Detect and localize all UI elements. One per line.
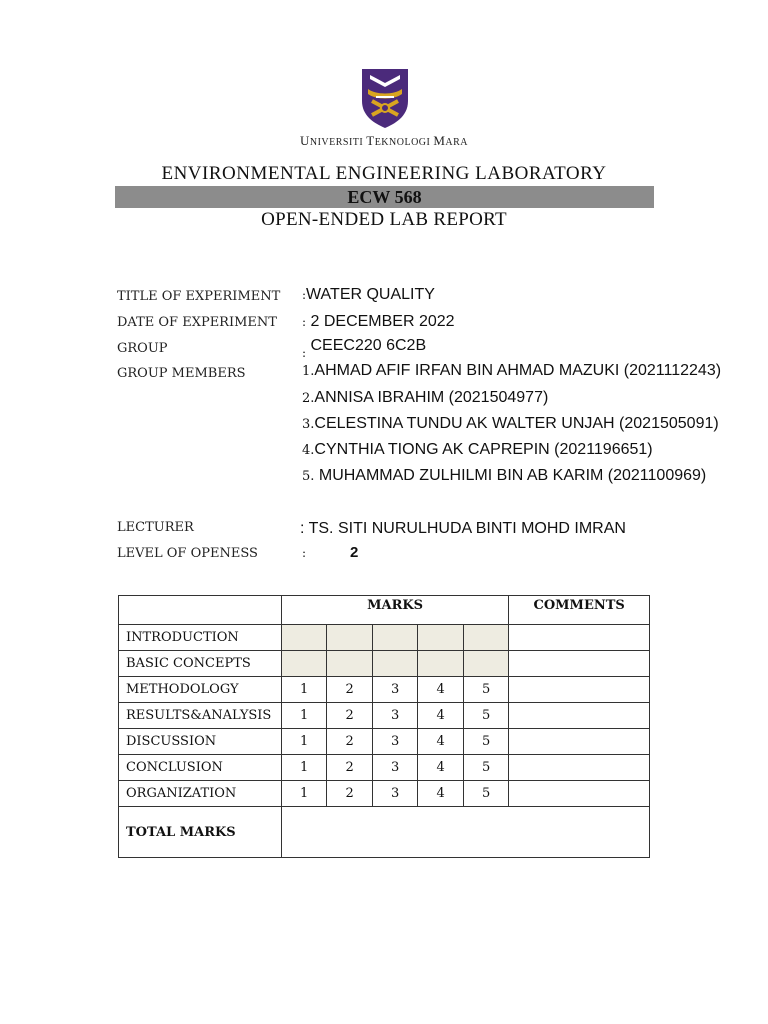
mark-cell: 3 xyxy=(372,729,418,755)
mark-cell: 4 xyxy=(418,677,464,703)
mark-cell xyxy=(372,651,418,677)
group-label: GROUP xyxy=(117,341,168,356)
mark-cell xyxy=(327,651,373,677)
mark-cell: 1 xyxy=(281,729,327,755)
mark-cell: 4 xyxy=(418,755,464,781)
members-label: GROUP MEMBERS xyxy=(117,366,246,381)
total-row xyxy=(119,807,650,858)
mark-cell: 4 xyxy=(418,729,464,755)
criterion-label: RESULTS&ANALYSIS xyxy=(119,703,282,729)
mark-cell: 3 xyxy=(372,677,418,703)
table-row xyxy=(119,755,650,781)
mark-cell xyxy=(463,625,509,651)
group-value: $_:$ CEEC220 6C2B xyxy=(302,337,427,360)
mark-cell xyxy=(418,625,464,651)
mark-cell xyxy=(281,625,327,651)
criterion-label: METHODOLOGY xyxy=(119,677,282,703)
lecturer-label: LECTURER xyxy=(117,520,194,535)
mark-cell: 4 xyxy=(418,703,464,729)
member-item-3: 3.CELESTINA TUNDU AK WALTER UNJAH (2021505091) xyxy=(302,415,719,432)
report-type: OPEN-ENDED LAB REPORT xyxy=(261,209,507,230)
lab-title: ENVIRONMENTAL ENGINEERING LABORATORY xyxy=(161,163,607,184)
lecturer-value: : TS. SITI NURULHUDA BINTI MOHD IMRAN xyxy=(300,520,626,537)
openness-label: LEVEL OF OPENESS xyxy=(117,546,258,561)
comment-cell xyxy=(509,651,650,677)
mark-cell: 5 xyxy=(463,755,509,781)
mark-cell: 4 xyxy=(418,781,464,807)
marks-table xyxy=(118,595,650,858)
openness-value: : 2 xyxy=(302,544,359,561)
mark-cell xyxy=(327,625,373,651)
mark-cell: 5 xyxy=(463,781,509,807)
title-label: TITLE OF EXPERIMENT xyxy=(117,289,281,304)
mark-cell: 2 xyxy=(327,729,373,755)
mark-cell: 2 xyxy=(327,703,373,729)
university-name: UNIVERSITI TEKNOLOGI MARA xyxy=(299,133,469,148)
course-code-bar: ECW 568 xyxy=(115,186,654,208)
mark-cell: 5 xyxy=(463,703,509,729)
marks-header: MARKS xyxy=(281,596,509,625)
mark-cell: 2 xyxy=(327,755,373,781)
mark-cell: 5 xyxy=(463,677,509,703)
comment-cell xyxy=(509,703,650,729)
comment-cell xyxy=(509,729,650,755)
mark-cell: 2 xyxy=(327,781,373,807)
mark-cell: 3 xyxy=(372,755,418,781)
mark-cell: 3 xyxy=(372,781,418,807)
uitm-logo-icon xyxy=(360,67,410,129)
total-marks-value xyxy=(281,807,649,858)
mark-cell xyxy=(463,651,509,677)
date-label: DATE OF EXPERIMENT xyxy=(117,315,277,330)
member-item-5: 5. MUHAMMAD ZULHILMI BIN AB KARIM (2021100969) xyxy=(302,467,707,484)
mark-cell: 5 xyxy=(463,729,509,755)
table-row xyxy=(119,703,650,729)
criterion-label: DISCUSSION xyxy=(119,729,282,755)
table-row xyxy=(119,781,650,807)
criterion-label: CONCLUSION xyxy=(119,755,282,781)
title-value: :WATER QUALITY xyxy=(302,286,435,303)
total-marks-label: TOTAL MARKS xyxy=(119,807,282,858)
mark-cell xyxy=(281,651,327,677)
criterion-label: INTRODUCTION xyxy=(119,625,282,651)
mark-cell: 3 xyxy=(372,703,418,729)
comment-cell xyxy=(509,755,650,781)
member-item-4: 4.CYNTHIA TIONG AK CAPREPIN (2021196651) xyxy=(302,441,653,458)
comments-header: COMMENTS xyxy=(509,596,650,625)
criteria-header xyxy=(119,596,282,625)
member-item-1: 1.AHMAD AFIF IRFAN BIN AHMAD MAZUKI (2021112243) xyxy=(302,362,722,379)
mark-cell: 2 xyxy=(327,677,373,703)
mark-cell xyxy=(418,651,464,677)
criterion-label: ORGANIZATION xyxy=(119,781,282,807)
comment-cell xyxy=(509,625,650,651)
mark-cell: 1 xyxy=(281,755,327,781)
date-value: : 2 DECEMBER 2022 xyxy=(302,313,455,330)
mark-cell: 1 xyxy=(281,677,327,703)
comment-cell xyxy=(509,677,650,703)
table-row xyxy=(119,651,650,677)
criterion-label: BASIC CONCEPTS xyxy=(119,651,282,677)
member-item-2: 2.ANNISA IBRAHIM (2021504977) xyxy=(302,389,549,406)
comment-cell xyxy=(509,781,650,807)
mark-cell: 1 xyxy=(281,703,327,729)
table-row xyxy=(119,677,650,703)
table-row xyxy=(119,729,650,755)
mark-cell xyxy=(372,625,418,651)
mark-cell: 1 xyxy=(281,781,327,807)
table-row xyxy=(119,625,650,651)
